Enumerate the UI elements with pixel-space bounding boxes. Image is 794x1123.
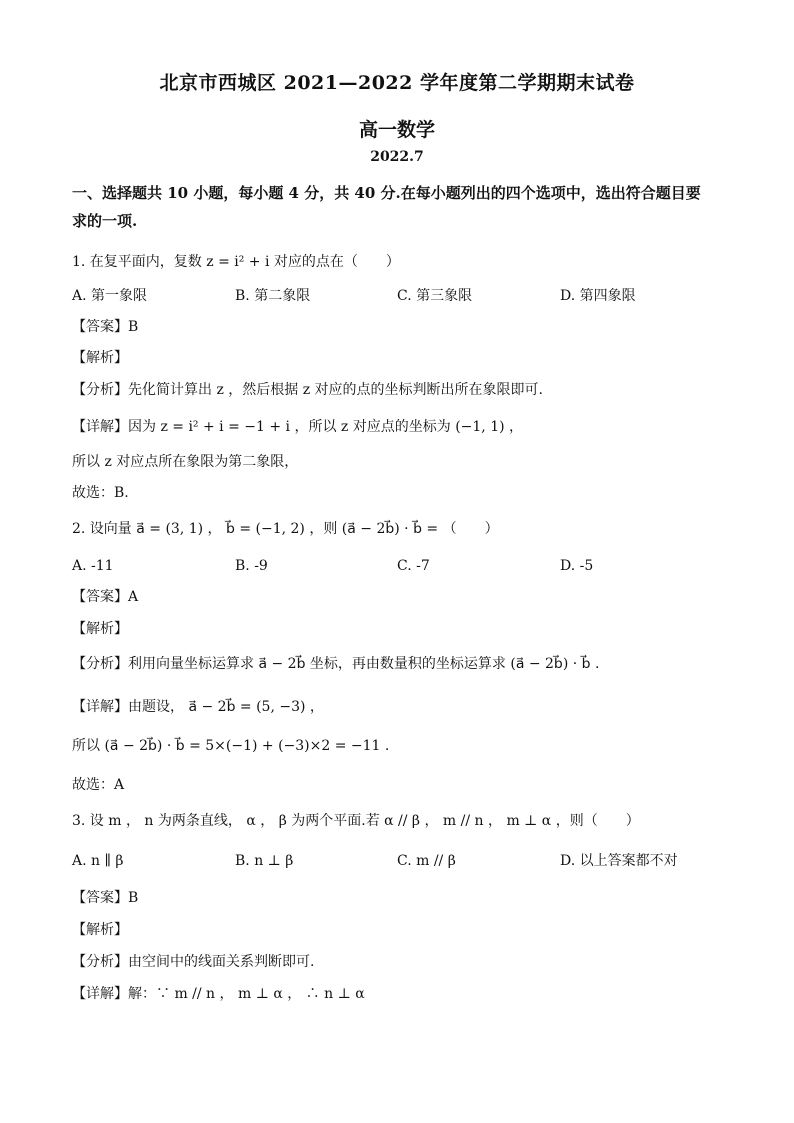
q3-fenxi: 【分析】由空间中的线面关系判断即可. [72, 954, 315, 970]
q2-option-d: D. -5 [560, 558, 594, 574]
q1-continuation: 所以 z 对应点所在象限为第二象限， [72, 454, 299, 470]
q2-fenxi: 【分析】利用向量坐标运算求 a⃗ − 2b⃗ 坐标，再由数量积的坐标运算求 (a⃗ − 2b⃗) · b⃗ . [72, 656, 600, 672]
q1-option-c: C. 第三象限 [397, 288, 473, 304]
q1-option-d: D. 第四象限 [560, 288, 636, 304]
q3-option-d: D. 以上答案都不对 [560, 853, 678, 869]
q3-xiangjie: 【详解】解：∵ m // n ， m ⊥ α ， ∴ n ⊥ α [72, 986, 365, 1002]
q1-xiangjie: 【详解】因为 z = i² + i = −1 + i ，所以 z 对应点的坐标为 (−1, 1) ， [72, 419, 524, 435]
q1-answer: 【答案】B [72, 319, 139, 335]
q2-answer: 【答案】A [72, 589, 139, 605]
q1-option-a: A. 第一象限 [72, 288, 148, 304]
exam-subject: 高一数学 [358, 119, 435, 141]
q3-answer: 【答案】B [72, 890, 139, 906]
q2-stem: 2. 设向量 a⃗ = (3, 1) ， b⃗ = (−1, 2) ，则 (a⃗ − 2b⃗) · b⃗ = （ ） [72, 521, 499, 537]
q1-stem: 1. 在复平面内，复数 z = i² + i 对应的点在（ ） [72, 254, 400, 270]
q1-analysis-label: 【解析】 [72, 350, 128, 366]
q3-analysis-label: 【解析】 [72, 922, 128, 938]
q3-stem: 3. 设 m ， n 为两条直线， α ， β 为两个平面.若 α // β ， m // n ， m ⊥ α ，则（ ） [72, 813, 640, 829]
q3-option-b: B. n ⊥ β [235, 853, 294, 869]
q2-option-c: C. -7 [397, 558, 430, 574]
exam-title: 北京市西城区 2021—2022 学年度第二学期期末试卷 [159, 72, 635, 94]
q1-option-b: B. 第二象限 [235, 288, 311, 304]
q1-conclusion: 故选：B. [72, 485, 129, 501]
section-heading-line2: 求的一项. [72, 212, 138, 230]
q3-option-a: A. n ∥ β [72, 853, 124, 869]
q2-conclusion: 故选：A [72, 777, 125, 793]
q3-option-c: C. m // β [397, 853, 456, 869]
q2-option-a: A. -11 [72, 558, 114, 574]
q2-continuation: 所以 (a⃗ − 2b⃗) · b⃗ = 5×(−1) + (−3)×2 = −11 . [72, 738, 390, 754]
q2-xiangjie: 【详解】由题设， a⃗ − 2b⃗ = (5, −3) ， [72, 699, 324, 715]
exam-date: 2022.7 [370, 149, 424, 165]
section-heading-line1: 一、选择题共 10 小题，每小题 4 分，共 40 分.在每小题列出的四个选项中，选出符合题目要 [72, 184, 701, 202]
q1-fenxi: 【分析】先化简计算出 z ，然后根据 z 对应的点的坐标判断出所在象限即可. [72, 382, 544, 398]
q2-analysis-label: 【解析】 [72, 621, 128, 637]
q2-option-b: B. -9 [235, 558, 268, 574]
